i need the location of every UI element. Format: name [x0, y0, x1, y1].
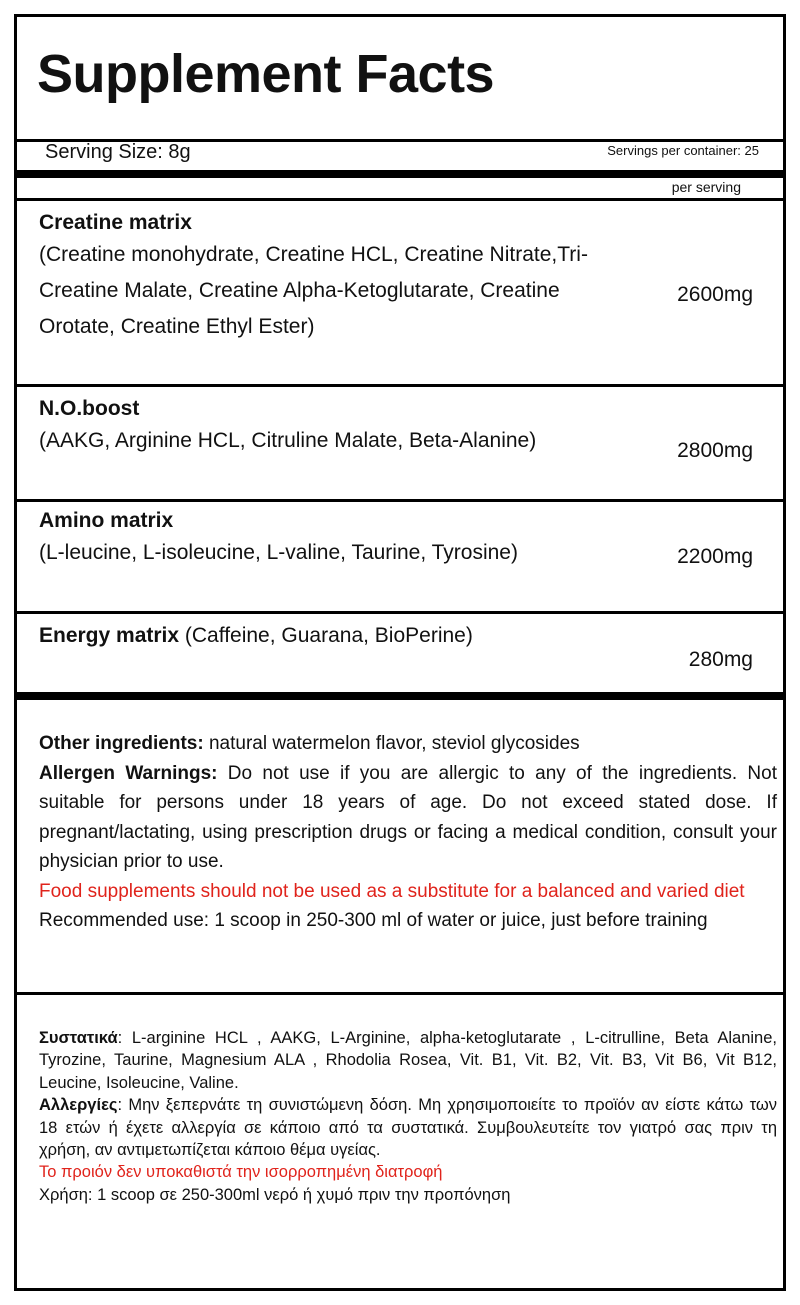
recommended-use: Recommended use: 1 scoop in 250-300 ml of water or juice, just before training [39, 910, 708, 931]
divider [17, 198, 783, 201]
ingredient-amount: 2800mg [677, 439, 753, 462]
divider [17, 992, 783, 995]
supplement-facts-label [14, 14, 786, 1291]
ingredient-row-energy [39, 618, 761, 671]
ingredient-row-amino [39, 509, 761, 571]
greek-allergies-text: : Μην ξεπερνάτε τη συνιστώμενη δόση. Μη χρησιμοποιείτε το προϊόν αν είστε κάτω των 18 ετών ή έχετε αλλεργία σε κάποιο από τα συστατικά. Συμβουλευτείτε τον γιατρό σας πριν τη χρήση, αν αντιμετωπίζεται κάποιο θέμα υγείας. [39, 1096, 777, 1160]
ingredient-amount: 280mg [688, 648, 753, 671]
greek-notes [39, 1027, 777, 1206]
servings-per-container: Servings per container: 25 [607, 143, 759, 158]
greek-allergies [39, 1094, 777, 1161]
ingredient-row-creatine [39, 211, 761, 345]
english-notes [39, 729, 777, 936]
divider [17, 384, 783, 387]
divider-thick [17, 170, 783, 178]
greek-allergies-label: Αλλεργίες [39, 1096, 118, 1115]
divider [17, 611, 783, 614]
ingredient-name: Creatine matrix [39, 211, 192, 234]
divider [17, 499, 783, 502]
ingredient-name: Amino matrix [39, 509, 174, 532]
ingredient-desc-wrapper [39, 618, 599, 654]
ingredient-desc: (Creatine monohydrate, Creatine HCL, Creatine Nitrate,Tri-Creatine Malate, Creatine Alpha-Ketoglutarate, Creatine Orotate, Creatine Ethyl Ester) [39, 243, 588, 338]
allergen-warnings-label: Allergen Warnings: [39, 762, 218, 784]
other-ingredients [39, 729, 777, 759]
greek-ingredients-label: Συστατικά [39, 1029, 118, 1047]
serving-size: Serving Size: 8g [45, 141, 191, 163]
food-supplement-warning: Food supplements should not be used as a substitute for a balanced and varied diet [39, 880, 745, 902]
ingredient-name: N.O.boost [39, 397, 140, 420]
allergen-warnings [39, 759, 777, 877]
other-ingredients-text: natural watermelon flavor, steviol glycosides [203, 733, 580, 754]
ingredient-amount: 2200mg [677, 545, 753, 568]
ingredient-amount: 2600mg [677, 283, 753, 306]
ingredient-name: Energy matrix [39, 624, 180, 647]
greek-ingredients [39, 1027, 777, 1094]
ingredient-desc: (L-leucine, L-isoleucine, L-valine, Taurine, Tyrosine) [39, 541, 518, 564]
greek-warning: Το προιόν δεν υποκαθιστά την ισορροπημένη διατροφή [39, 1163, 443, 1182]
ingredient-desc: (AAKG, Arginine HCL, Citruline Malate, Beta-Alanine) [39, 429, 537, 452]
allergen-warnings-text: Do not use if you are allergic to any of the ingredients. Not suitable for persons under 18 years of age. Do not exceed stated dose. If pregnant/lactating, using prescription drugs or facing a medical condition, consult your physician prior to use. [39, 762, 777, 872]
greek-ingredients-text: : L-arginine HCL , AAKG, L-Arginine, alpha-ketoglutarate , L-citrulline, Beta Alanine, Tyrozine, Taurine, Magnesium ALA , Rhodolia Rosea, Vit. B1, Vit. B2, Vit. B3, Vit B6, Vit B12, Leucine, Isoleucine, Valine. [39, 1029, 777, 1092]
divider-thick [17, 692, 783, 700]
greek-usage: Χρήση: 1 scoop σε 250-300ml νερό ή χυμό πριν την προπόνηση [39, 1185, 511, 1204]
ingredient-row-no-boost [39, 397, 761, 462]
per-serving-label: per serving [671, 179, 741, 195]
ingredient-desc: (Caffeine, Guarana, BioPerine) [179, 624, 473, 647]
page-title: Supplement Facts [37, 44, 495, 104]
other-ingredients-label: Other ingredients: [39, 733, 204, 754]
